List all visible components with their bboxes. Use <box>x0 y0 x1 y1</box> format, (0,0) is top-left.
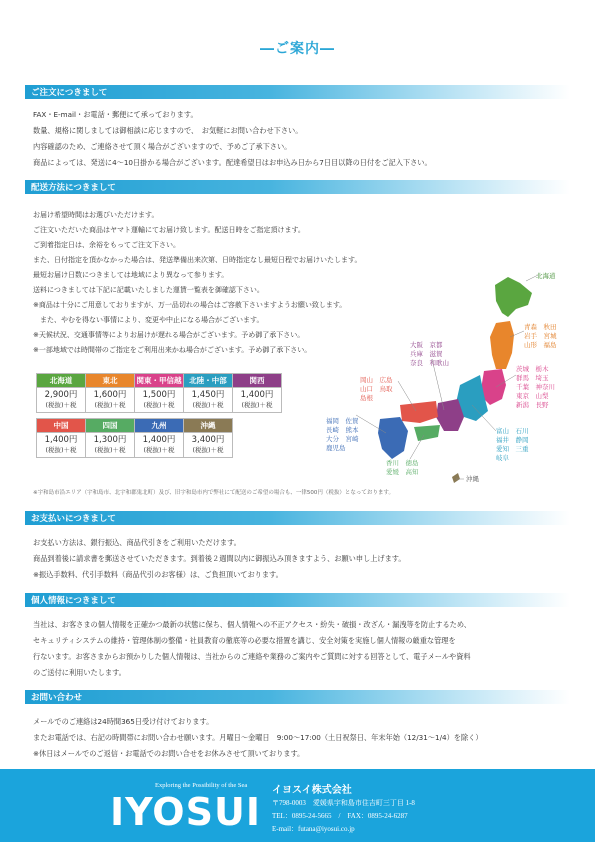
map-label-kanto-line: 千葉 神奈川 <box>516 383 555 391</box>
order-line: FAX・E-mail・お電話・郵便にて承っております。 <box>33 110 198 119</box>
company-email-link[interactable]: E-mail：futana@iyosui.co.jp <box>272 825 355 833</box>
map-label-chubu-line: 福井 静岡 <box>496 436 529 444</box>
map-label-kansai-line: 兵庫 滋賀 <box>410 350 443 358</box>
privacy-section-header <box>25 593 570 607</box>
map-label-kansai <box>410 341 449 368</box>
map-label-chugoku <box>360 376 393 403</box>
rate-price-cell <box>37 388 86 413</box>
map-label-chubu-line: 岐阜 <box>496 454 509 462</box>
map-label-tohoku-line: 山形 福島 <box>524 341 557 349</box>
company-logo: IYOSUI <box>110 790 261 834</box>
map-label-chubu-line: 富山 石川 <box>496 427 529 435</box>
shipping-line: ※商品は十分にご用意しておりますが、万一品切れの場合はご容赦下さいますようお願い致します。 <box>33 301 347 309</box>
order-line: 内容確認のため、ご連絡させて頂く場合がございますので、予めご了承下さい。 <box>33 142 292 151</box>
shipping-line: ※一部地域では時間帯のご指定をご利用出来かね場合がございます。予め御了承下さい。 <box>33 346 312 354</box>
payment-section-title: お支払いにつきまして <box>31 514 116 524</box>
rate-price-cell <box>86 388 135 413</box>
map-label-chugoku-line: 岡山 広島 <box>360 376 393 384</box>
map-label-kyushu-line: 大分 宮崎 <box>326 435 359 443</box>
shipping-section-title: 配送方法につきまして <box>31 183 116 193</box>
rate-price: 2,900円 <box>44 390 78 400</box>
rate-price-cell <box>86 433 135 458</box>
rate-price: 1,400円 <box>44 435 78 445</box>
privacy-line: セキュリティシステムの維持・管理体制の整備・社員教育の徹底等の必要な措置を講じ、安全対策を実施し個人情報の厳重な管理を <box>33 636 456 645</box>
map-label-kyushu-line: 鹿児島 <box>326 444 346 452</box>
company-name: イヨスイ株式会社 <box>272 785 352 796</box>
rate-region-header: 沖縄 <box>184 419 233 433</box>
shipping-line: 最短お届け日数につきましては地域により異なって参ります。 <box>33 271 229 279</box>
map-label-chubu <box>496 427 529 463</box>
rate-price-cell <box>184 388 233 413</box>
rate-price: 1,400円 <box>142 435 176 445</box>
shipping-line: お届け希望時間はお選びいただけます。 <box>33 211 159 219</box>
footer-tagline: Exploring the Possibility of the Sea <box>155 782 248 789</box>
map-label-tohoku-line: 青森 秋田 <box>524 323 557 331</box>
shipping-line: 送料につきましては下記に記載いたしました運賃一覧表を御確認下さい。 <box>33 286 264 294</box>
map-label-hokkaido: 北海道 <box>536 272 556 280</box>
rate-tax-note: (税抜)＋税 <box>94 401 126 409</box>
payment-line: 商品到着後に請求書を郵送させていただきます。到着後２週間以内に御振込み頂きますよう、お願い申し上げます。 <box>33 554 406 563</box>
shipping-line: ※天候状況、交通事情等によりお届けが遅れる場合がございます。予め御了承下さい。 <box>33 331 305 339</box>
shipping-line: また、日付指定を頂かなかった場合は、発送準備出来次第、日時指定なし最短日程でお届けいたします。 <box>33 256 362 264</box>
map-label-kyushu-line: 長崎 熊本 <box>326 426 359 434</box>
contact-line: またお電話では、右記の時間帯にお問い合わせ願います。月曜日～金曜日 9:00～17:00（土日祝祭日、年末年始（12/31～1/4）を除く） <box>33 733 483 742</box>
map-label-okinawa: 沖縄 <box>466 475 479 483</box>
contact-section-title: お問い合わせ <box>31 693 83 703</box>
map-label-tohoku-line: 岩手 宮城 <box>524 332 557 340</box>
rate-price-cell <box>37 433 86 458</box>
rate-price-cell <box>135 433 184 458</box>
rate-price: 1,450円 <box>191 390 225 400</box>
order-section-header <box>25 85 570 99</box>
rate-price: 1,300円 <box>93 435 127 445</box>
rate-price-cell <box>233 388 282 413</box>
tohoku-shape <box>490 321 514 369</box>
footer <box>0 769 595 842</box>
shipping-section-header <box>25 180 570 194</box>
rate-region-header: 四国 <box>86 419 135 433</box>
order-line: 商品によっては、発送に4～10日掛かる場合がございます。配達希望日はお申込み日から7日目以降の日付をご記入下さい。 <box>33 158 432 167</box>
contact-line: ※休日はメールでのご返信・お電話でのお問い合せをお休みさせて頂いております。 <box>33 749 305 758</box>
map-label-kanto <box>516 365 555 410</box>
kyushu-shape <box>378 417 408 459</box>
shipping-line: ご注文いただいた商品はヤマト運輸にてお届け致します。配送日時をご指定頂けます。 <box>33 226 305 234</box>
payment-line: お支払い方法は、銀行振込、商品代引きをご利用いただけます。 <box>33 538 241 547</box>
privacy-line: 当社は、お客さまの個人情報を正確かつ最新の状態に保ち、個人情報への不正アクセス・紛失・破損・改ざん・漏洩等を防止するため、 <box>33 620 471 629</box>
map-label-shikoku-line: 愛媛 高知 <box>386 468 419 476</box>
okinawa-shape <box>452 473 460 483</box>
payment-section-header <box>25 511 570 525</box>
map-label-tohoku <box>524 323 557 350</box>
payment-line: ※振込手数料、代引手数料（商品代引のお客様）は、ご負担頂いております。 <box>33 570 283 579</box>
order-section-title: ご注文につきまして <box>31 88 108 98</box>
rate-tax-note: (税抜)＋税 <box>192 401 224 409</box>
japan-map <box>320 265 565 495</box>
shipping-line: ご到着指定日は、余裕をもってご注文下さい。 <box>33 241 180 249</box>
rate-region-header: 中国 <box>37 419 86 433</box>
page-title: ―ご案内― <box>260 41 335 57</box>
map-label-kanto-line: 茨城 栃木 <box>516 365 549 373</box>
shikoku-shape <box>414 425 440 441</box>
rate-tax-note: (税抜)＋税 <box>94 446 126 454</box>
map-label-shikoku <box>386 459 419 477</box>
map-label-chugoku-line: 島根 <box>360 394 373 402</box>
map-label-shikoku-line: 香川 徳島 <box>386 459 419 467</box>
rate-price: 1,500円 <box>142 390 176 400</box>
privacy-line: 行ないます。お客さまからお預かりした個人情報は、当社からのご連絡や業務のご案内やご質問に対する回答として、電子メールや資料 <box>33 652 471 661</box>
contact-line: メールでのご連絡は24時間365日受け付けております。 <box>33 717 214 726</box>
company-address: 〒798-0003 愛媛県宇和島市住吉町三丁目 1-8 <box>272 799 415 807</box>
map-label-chubu-line: 愛知 三重 <box>496 445 529 453</box>
shipping-rate-table-row2 <box>36 418 233 458</box>
rate-region-header: 東北 <box>86 374 135 388</box>
rate-tax-note: (税抜)＋税 <box>45 446 77 454</box>
shipping-rate-table-row1 <box>36 373 282 413</box>
map-label-kyushu-line: 福岡 佐賀 <box>326 417 359 425</box>
company-tel-fax: TEL：0895-24-5665 / FAX：0895-24-6287 <box>272 812 408 820</box>
privacy-section-title: 個人情報につきまして <box>31 596 116 606</box>
rate-tax-note: (税抜)＋税 <box>45 401 77 409</box>
rate-price: 1,600円 <box>93 390 127 400</box>
shipping-note: ※宇和島市沿エリア（宇和島市、北宇和郡鬼北町）及び、旧宇和島市内で弊社にて配送のご希望の場合も、一律500円（税抜）となっております。 <box>33 490 394 496</box>
rate-region-header: 関東・甲信越 <box>135 374 184 388</box>
map-label-kanto-line: 東京 山梨 <box>516 392 549 400</box>
hokkaido-shape <box>495 277 532 317</box>
shipping-line: また、やむを得ない事情により、変更や中止になる場合がございます。 <box>33 316 264 324</box>
rate-tax-note: (税抜)＋税 <box>192 446 224 454</box>
rate-region-header: 関西 <box>233 374 282 388</box>
rate-price-cell <box>184 433 233 458</box>
map-label-kanto-line: 群馬 埼玉 <box>516 374 549 382</box>
rate-region-header: 北海道 <box>37 374 86 388</box>
map-label-kansai-line: 大阪 京都 <box>410 341 443 349</box>
rate-price: 3,400円 <box>191 435 225 445</box>
rate-region-header: 北陸・中部 <box>184 374 233 388</box>
rate-tax-note: (税抜)＋税 <box>143 446 175 454</box>
order-line: 数量、規格に関しましては御相談に応じますので、 お気軽にお問い合わせ下さい。 <box>33 126 303 135</box>
map-label-kyushu <box>326 417 359 453</box>
rate-tax-note: (税抜)＋税 <box>143 401 175 409</box>
map-label-kanto-line: 新潟 長野 <box>516 401 549 409</box>
chugoku-shape <box>400 401 438 423</box>
map-label-chugoku-line: 山口 鳥取 <box>360 385 393 393</box>
rate-price-cell <box>135 388 184 413</box>
rate-price: 1,400円 <box>240 390 274 400</box>
rate-tax-note: (税抜)＋税 <box>241 401 273 409</box>
map-label-kansai-line: 奈良 和歌山 <box>410 359 449 367</box>
rate-region-header: 九州 <box>135 419 184 433</box>
contact-section-header <box>25 690 570 704</box>
privacy-line: のご送付に利用いたします。 <box>33 668 126 677</box>
